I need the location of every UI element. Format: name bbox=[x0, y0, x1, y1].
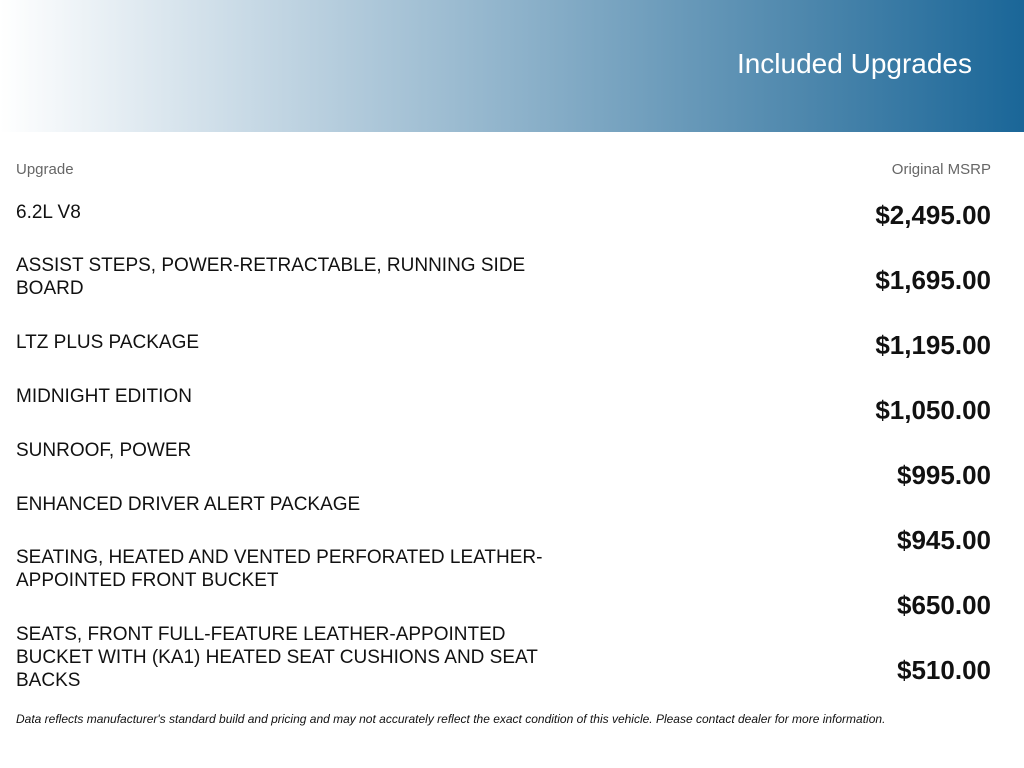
disclaimer-text: Data reflects manufacturer's standard build and pricing and may not accurately reflect the exact condition of this vehicle. Please contact dealer for more information. bbox=[16, 712, 886, 726]
upgrade-price: $1,050.00 bbox=[875, 395, 991, 425]
upgrade-name: MIDNIGHT EDITION bbox=[16, 386, 192, 407]
upgrade-price: $650.00 bbox=[897, 590, 991, 620]
upgrade-name: 6.2L V8 bbox=[16, 202, 81, 223]
upgrade-name: LTZ PLUS PACKAGE bbox=[16, 332, 200, 353]
upgrade-name: ENHANCED DRIVER ALERT PACKAGE bbox=[16, 494, 361, 515]
upgrade-price: $995.00 bbox=[897, 460, 991, 490]
upgrade-name: SEATS, FRONT FULL-FEATURE LEATHER-APPOINTED BUCKET WITH (KA1) HEATED SEAT CUSHIONS AND SEAT BACKS bbox=[16, 624, 538, 691]
upgrade-price: $510.00 bbox=[897, 655, 991, 685]
upgrade-price: $2,495.00 bbox=[875, 200, 991, 230]
upgrade-name: ASSIST STEPS, POWER-RETRACTABLE, RUNNING SIDE BOARD bbox=[16, 255, 526, 299]
upgrade-price: $1,195.00 bbox=[875, 330, 991, 360]
upgrade-column-header: Upgrade bbox=[16, 161, 74, 178]
upgrade-name: SEATING, HEATED AND VENTED PERFORATED LEATHER-APPOINTED FRONT BUCKET bbox=[16, 547, 543, 591]
upgrade-price: $1,695.00 bbox=[875, 265, 991, 295]
page-title: Included Upgrades bbox=[736, 48, 972, 79]
upgrade-name: SUNROOF, POWER bbox=[16, 440, 192, 461]
upgrade-price: $945.00 bbox=[897, 525, 991, 555]
msrp-column-header: Original MSRP bbox=[891, 161, 991, 178]
header-banner bbox=[0, 0, 1024, 132]
